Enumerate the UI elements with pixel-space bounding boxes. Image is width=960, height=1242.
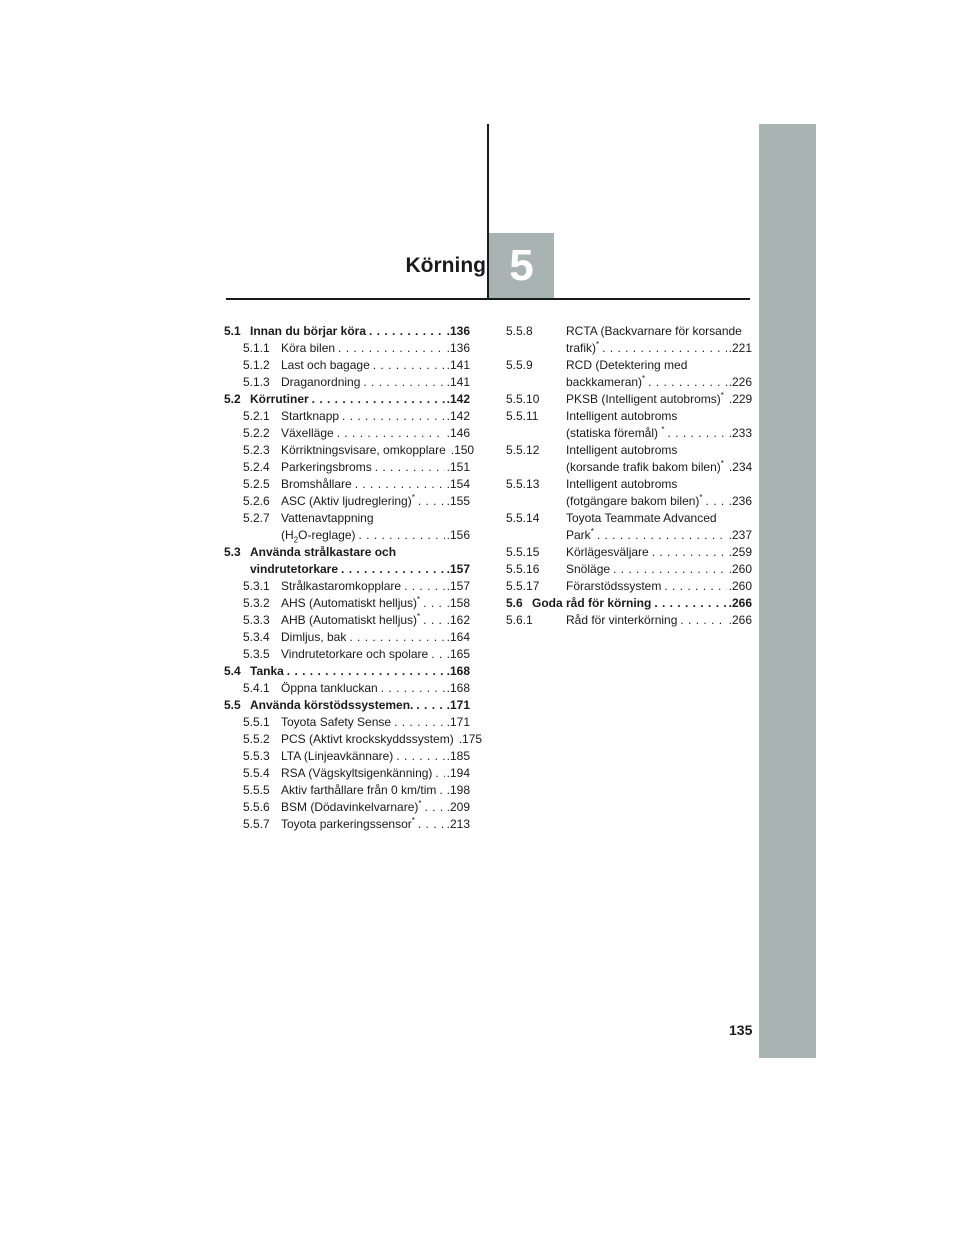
toc-entry[interactable] bbox=[224, 544, 470, 578]
toc-entry-title: Startknapp bbox=[281, 409, 340, 423]
dot-leader bbox=[375, 459, 445, 476]
toc-entry-number: 5.3.2 bbox=[243, 596, 270, 610]
footnote-marker: * bbox=[642, 374, 646, 383]
toc-entry-page: .150 bbox=[450, 443, 475, 457]
dot-leader bbox=[341, 561, 445, 578]
dot-leader bbox=[358, 527, 444, 544]
toc-entry-title: PCS (Aktivt krockskyddssystem) bbox=[281, 732, 454, 746]
footnote-marker: * bbox=[720, 391, 724, 400]
toc-entry-title: ASC (Aktiv ljudreglering)* bbox=[281, 493, 415, 508]
toc-entry-title: Goda råd för körning bbox=[532, 596, 652, 610]
dot-leader bbox=[435, 765, 444, 782]
toc-entry-number: 5.5.10 bbox=[506, 392, 540, 406]
toc-right-column bbox=[506, 323, 752, 629]
toc-entry[interactable] bbox=[224, 391, 470, 408]
toc-entry-page: .157 bbox=[446, 562, 470, 576]
toc-entry-title: Innan du börjar köra bbox=[250, 324, 367, 338]
toc-entry-number: 5.2 bbox=[224, 392, 241, 406]
dot-leader bbox=[373, 357, 445, 374]
toc-entry-number: 5.1.3 bbox=[243, 375, 270, 389]
dot-leader bbox=[425, 799, 445, 816]
toc-entry-title: AHB (Automatiskt helljus)* bbox=[281, 612, 421, 627]
toc-entry-page: .165 bbox=[446, 647, 470, 661]
dot-leader bbox=[602, 340, 727, 357]
toc-entry[interactable] bbox=[506, 408, 752, 442]
toc-entry-number: 5.2.6 bbox=[243, 494, 270, 508]
toc-entry[interactable] bbox=[224, 442, 475, 459]
toc-entry[interactable] bbox=[224, 748, 470, 765]
toc-entry-page: .158 bbox=[446, 596, 470, 610]
toc-entry-title: Toyota Safety Sense bbox=[281, 715, 392, 729]
toc-entry-title: Körrutiner bbox=[250, 392, 309, 406]
footnote-marker: * bbox=[417, 612, 421, 621]
toc-entry-title: Intelligent autobroms bbox=[566, 443, 678, 457]
toc-entry-number: 5.6 bbox=[506, 596, 523, 610]
toc-entry-page: .157 bbox=[446, 579, 470, 593]
toc-entry-title: Körriktningsvisare, omkopplare bbox=[281, 443, 446, 457]
toc-entry-number: 5.3.4 bbox=[243, 630, 270, 644]
dot-leader bbox=[423, 595, 444, 612]
toc-entry-page: .234 bbox=[728, 460, 753, 474]
toc-entry-title: Använda strålkastare och bbox=[250, 545, 397, 559]
toc-entry-title: Vattenavtappning bbox=[281, 511, 374, 525]
toc-entry-page: .155 bbox=[446, 494, 470, 508]
toc-entry-title: AHS (Automatiskt helljus)* bbox=[281, 595, 421, 610]
toc-entry-title: Snöläge bbox=[566, 562, 611, 576]
toc-entry[interactable] bbox=[224, 765, 470, 782]
toc-entry-title: Vindrutetorkare och spolare bbox=[281, 647, 429, 661]
toc-entry[interactable] bbox=[224, 782, 470, 799]
dot-leader bbox=[418, 816, 445, 833]
toc-entry-title: Körlägesväljare bbox=[566, 545, 649, 559]
toc-entry[interactable] bbox=[506, 561, 752, 578]
toc-entry[interactable] bbox=[224, 697, 470, 714]
dot-leader bbox=[416, 697, 444, 714]
toc-entry-title: RCTA (Backvarnare för korsande bbox=[566, 324, 742, 338]
toc-entry[interactable] bbox=[224, 374, 470, 391]
toc-entry-page: .164 bbox=[446, 630, 470, 644]
toc-entry-number: 5.5.8 bbox=[506, 324, 533, 338]
toc-entry-title: RCD (Detektering med bbox=[566, 358, 688, 372]
toc-entry-number: 5.1.1 bbox=[243, 341, 270, 355]
toc-entry[interactable] bbox=[224, 476, 470, 493]
toc-entry-title: Använda körstödssystemen. bbox=[250, 698, 414, 712]
dot-leader bbox=[369, 323, 445, 340]
toc-entry-number: 5.3.5 bbox=[243, 647, 270, 661]
dot-leader bbox=[363, 374, 444, 391]
toc-entry[interactable] bbox=[224, 731, 483, 748]
dot-leader bbox=[423, 612, 444, 629]
toc-entry-number: 5.5 bbox=[224, 698, 241, 712]
toc-entry-number: 5.5.2 bbox=[243, 732, 270, 746]
toc-entry[interactable] bbox=[224, 510, 470, 544]
toc-entry-number: 5.5.15 bbox=[506, 545, 540, 559]
toc-entry-page: .171 bbox=[446, 698, 470, 712]
toc-entry-title: Förarstödssystem bbox=[566, 579, 662, 593]
dot-leader bbox=[404, 578, 445, 595]
chapter-side-tab bbox=[759, 124, 816, 1058]
toc-entry-page: .209 bbox=[446, 800, 470, 814]
toc-entry[interactable] bbox=[224, 612, 470, 629]
toc-entry-title: PKSB (Intelligent autobroms)* bbox=[566, 391, 724, 406]
toc-entry-title: Växelläge bbox=[281, 426, 334, 440]
dot-leader bbox=[654, 595, 726, 612]
toc-entry-number: 5.4 bbox=[224, 664, 241, 678]
toc-entry-page: .146 bbox=[446, 426, 470, 440]
toc-entry-page: .142 bbox=[446, 392, 470, 406]
toc-entry-title: Tanka bbox=[250, 664, 284, 678]
toc-entry-page: .142 bbox=[446, 409, 470, 423]
chapter-number-badge: 5 bbox=[489, 233, 554, 298]
toc-entry[interactable] bbox=[224, 714, 470, 731]
toc-entry[interactable] bbox=[506, 323, 752, 357]
dot-leader bbox=[613, 561, 727, 578]
footnote-marker: * bbox=[661, 425, 665, 434]
footnote-marker: * bbox=[596, 340, 600, 349]
toc-entry[interactable] bbox=[506, 595, 752, 612]
toc-entry-number: 5.2.2 bbox=[243, 426, 270, 440]
toc-entry-number: 5.5.12 bbox=[506, 443, 540, 457]
toc-entry[interactable] bbox=[506, 612, 752, 629]
toc-entry-page: .266 bbox=[728, 613, 752, 627]
dot-leader bbox=[648, 374, 726, 391]
toc-entry[interactable] bbox=[224, 629, 470, 646]
toc-entry[interactable] bbox=[224, 578, 470, 595]
toc-entry-page: .194 bbox=[446, 766, 470, 780]
toc-entry[interactable] bbox=[506, 442, 752, 476]
toc-entry-title: BSM (Dödavinkelvarnare)* bbox=[281, 799, 422, 814]
dot-leader bbox=[667, 425, 726, 442]
toc-entry-title: LTA (Linjeavkännare) bbox=[281, 749, 394, 763]
toc-entry-number: 5.5.17 bbox=[506, 579, 540, 593]
footnote-marker: * bbox=[720, 459, 724, 468]
toc-entry-number: 5.5.11 bbox=[506, 409, 539, 423]
dot-leader bbox=[680, 612, 726, 629]
toc-entry-page: .213 bbox=[446, 817, 470, 831]
toc-entry-page: .151 bbox=[446, 460, 470, 474]
toc-entry-page: .136 bbox=[446, 341, 470, 355]
footnote-marker: * bbox=[411, 493, 415, 502]
toc-entry-page: .154 bbox=[446, 477, 470, 491]
toc-entry-title: Aktiv farthållare från 0 km/tim bbox=[281, 783, 437, 797]
toc-entry-number: 5.1 bbox=[224, 324, 241, 338]
toc-entry-page: .226 bbox=[728, 375, 752, 389]
dot-leader bbox=[418, 493, 445, 510]
toc-entry-page: .259 bbox=[728, 545, 752, 559]
dot-leader bbox=[287, 663, 445, 680]
toc-entry-number: 5.2.1 bbox=[243, 409, 270, 423]
toc-entry-number: 5.3.1 bbox=[243, 579, 270, 593]
toc-entry-title: Öppna tankluckan bbox=[281, 681, 378, 695]
footnote-marker: * bbox=[699, 493, 703, 502]
dot-leader bbox=[342, 408, 445, 425]
toc-entry-title: RSA (Vägskyltsigenkänning) bbox=[281, 766, 433, 780]
toc-entry-number: 5.4.1 bbox=[243, 681, 270, 695]
toc-entry-number: 5.5.4 bbox=[243, 766, 270, 780]
toc-entry[interactable] bbox=[224, 680, 470, 697]
toc-entry-title-continued: $(H_2O-reglage)$ bbox=[281, 528, 356, 545]
toc-entry[interactable] bbox=[224, 425, 470, 442]
dot-leader bbox=[597, 527, 727, 544]
footnote-marker: * bbox=[417, 595, 421, 604]
toc-entry-number: 5.5.1 bbox=[243, 715, 270, 729]
footnote-marker: * bbox=[418, 799, 422, 808]
dot-leader bbox=[394, 714, 445, 731]
toc-entry-page: .266 bbox=[728, 596, 752, 610]
header-rule bbox=[226, 298, 750, 300]
toc-entry-page: .171 bbox=[446, 715, 470, 729]
page-number: 135 bbox=[729, 1022, 753, 1038]
toc-entry[interactable] bbox=[224, 408, 470, 425]
dot-leader bbox=[652, 544, 727, 561]
toc-entry-number: 5.5.3 bbox=[243, 749, 270, 763]
dot-leader bbox=[338, 340, 445, 357]
toc-entry-page: .233 bbox=[728, 426, 752, 440]
toc-entry[interactable] bbox=[224, 799, 470, 816]
toc-entry-number: 5.2.5 bbox=[243, 477, 270, 491]
toc-entry-number: 5.3 bbox=[224, 545, 241, 559]
dot-leader bbox=[337, 425, 445, 442]
toc-entry[interactable] bbox=[224, 493, 470, 510]
toc-entry[interactable] bbox=[506, 476, 752, 510]
toc-entry-title: Köra bilen bbox=[281, 341, 336, 355]
toc-entry-title: Last och bagage bbox=[281, 358, 370, 372]
toc-entry-number: 5.1.2 bbox=[243, 358, 270, 372]
toc-entry-title: Toyota parkeringssensor* bbox=[281, 816, 415, 831]
toc-entry-title-continued: vindrutetorkare bbox=[250, 562, 339, 576]
toc-entry-page: .168 bbox=[446, 681, 470, 695]
toc-entry[interactable] bbox=[506, 510, 752, 544]
toc-entry-number: 5.5.6 bbox=[243, 800, 270, 814]
toc-entry-page: .136 bbox=[446, 324, 470, 338]
toc-entry-number: 5.2.3 bbox=[243, 443, 270, 457]
toc-entry[interactable] bbox=[224, 816, 470, 833]
toc-entry-number: 5.6.1 bbox=[506, 613, 533, 627]
toc-entry-page: .229 bbox=[728, 392, 753, 406]
toc-entry-page: .168 bbox=[446, 664, 470, 678]
toc-entry[interactable] bbox=[224, 646, 470, 663]
toc-entry-number: 5.5.9 bbox=[506, 358, 533, 372]
toc-entry-title-continued: Park* bbox=[566, 527, 594, 542]
toc-entry-number: 5.5.16 bbox=[506, 562, 540, 576]
footnote-marker: * bbox=[411, 816, 415, 825]
toc-entry-number: 5.2.7 bbox=[243, 511, 270, 525]
toc-entry-title-continued: (statiska föremål) * bbox=[566, 425, 665, 440]
dot-leader bbox=[355, 476, 445, 493]
toc-entry-page: .162 bbox=[446, 613, 470, 627]
toc-entry-number: 5.5.14 bbox=[506, 511, 540, 525]
toc-entry-title: Bromshållare bbox=[281, 477, 352, 491]
toc-entry-page: .156 bbox=[446, 528, 470, 542]
toc-entry[interactable] bbox=[224, 595, 470, 612]
toc-entry-number: 5.5.13 bbox=[506, 477, 540, 491]
chapter-title: Körning bbox=[405, 254, 486, 277]
toc-entry-title: Toyota Teammate Advanced bbox=[566, 511, 717, 525]
footnote-marker: * bbox=[590, 527, 594, 536]
toc-entry-title: Draganordning bbox=[281, 375, 361, 389]
toc-entry-title: Intelligent autobroms bbox=[566, 477, 678, 491]
toc-entry-title-continued: trafik)* bbox=[566, 340, 600, 355]
toc-entry-page: .185 bbox=[446, 749, 470, 763]
toc-entry[interactable] bbox=[506, 357, 752, 391]
toc-entry[interactable] bbox=[224, 323, 470, 340]
toc-entry-page: .141 bbox=[446, 358, 470, 372]
dot-leader bbox=[349, 629, 444, 646]
dot-leader bbox=[396, 748, 444, 765]
dot-leader bbox=[706, 493, 727, 510]
toc-entry-title: Strålkastaromkopplare bbox=[281, 579, 402, 593]
toc-entry[interactable] bbox=[506, 391, 752, 408]
dot-leader bbox=[312, 391, 445, 408]
toc-entry-number: 5.3.3 bbox=[243, 613, 270, 627]
toc-entry-title: Parkeringsbroms bbox=[281, 460, 372, 474]
toc-entry[interactable] bbox=[224, 663, 470, 680]
toc-entry-page: .236 bbox=[728, 494, 752, 508]
dot-leader bbox=[431, 646, 444, 663]
toc-entry-page: .260 bbox=[728, 579, 752, 593]
toc-entry-page: .175 bbox=[458, 732, 483, 746]
toc-entry[interactable] bbox=[224, 357, 470, 374]
toc-entry-title-continued: (korsande trafik bakom bilen)* bbox=[566, 459, 724, 474]
toc-entry[interactable] bbox=[506, 544, 752, 561]
toc-entry-title: Intelligent autobroms bbox=[566, 409, 678, 423]
toc-entry-title-continued: (fotgängare bakom bilen)* bbox=[566, 493, 703, 508]
toc-entry[interactable] bbox=[506, 578, 752, 595]
toc-entry[interactable] bbox=[224, 340, 470, 357]
toc-entry-page: .221 bbox=[728, 341, 752, 355]
toc-entry-page: .237 bbox=[728, 528, 752, 542]
dot-leader bbox=[381, 680, 445, 697]
toc-entry-page: .198 bbox=[446, 783, 470, 797]
toc-entry-title-continued: backkameran)* bbox=[566, 374, 646, 389]
toc-entry[interactable] bbox=[224, 459, 470, 476]
toc-entry-number: 5.2.4 bbox=[243, 460, 270, 474]
toc-left-column bbox=[224, 323, 483, 833]
toc-entry-page: .260 bbox=[728, 562, 752, 576]
toc-entry-number: 5.5.7 bbox=[243, 817, 270, 831]
toc-entry-title: Dimljus, bak bbox=[281, 630, 347, 644]
toc-entry-number: 5.5.5 bbox=[243, 783, 270, 797]
toc-entry-page: .141 bbox=[446, 375, 470, 389]
toc-entry-title: Råd för vinterkörning bbox=[566, 613, 678, 627]
dot-leader bbox=[664, 578, 726, 595]
